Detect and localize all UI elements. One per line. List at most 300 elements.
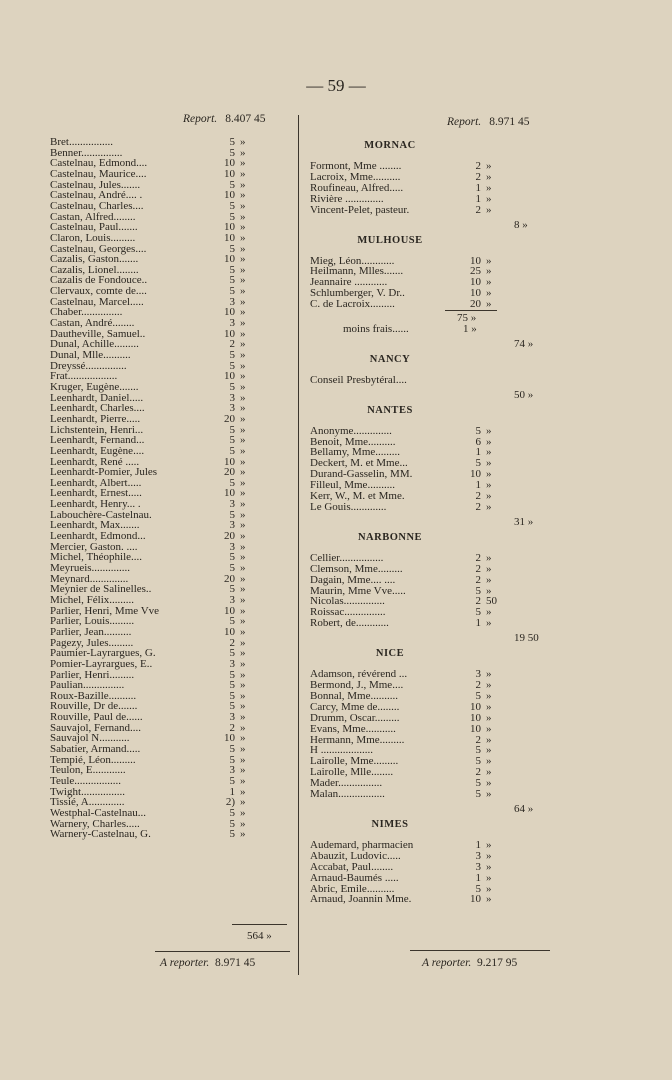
entry-cents: » xyxy=(240,370,246,382)
entry-name: Conseil Presbytéral.... xyxy=(310,374,407,386)
entry-name: Parlier, Jean.......... xyxy=(50,626,132,638)
entry-amount: 2 xyxy=(475,501,481,513)
entry-cents: » xyxy=(240,786,246,798)
entry-amount: 20 xyxy=(224,413,235,425)
entry-amount: 3 xyxy=(229,498,235,510)
entry-amount: 10 xyxy=(470,468,481,480)
entry-amount: 1 xyxy=(475,479,481,491)
list-item xyxy=(50,828,246,840)
entry-amount: 5 xyxy=(475,788,481,800)
section-heading: NIMES xyxy=(371,819,409,830)
entry-name: Leenhardt, Ernest..... xyxy=(50,487,142,499)
entry-cents: » xyxy=(240,274,246,286)
left-footer-label: A reporter. xyxy=(160,957,210,969)
entry-name: Leenhardt, Edmond... xyxy=(50,530,146,542)
entry-amount: 5 xyxy=(229,700,235,712)
entry-cents: » xyxy=(486,690,492,702)
entry-cents: » xyxy=(240,189,246,201)
entry-amount: 20 xyxy=(224,530,235,542)
entry-cents: » xyxy=(240,285,246,297)
entry-cents: » xyxy=(240,647,246,659)
entry-cents: » xyxy=(486,712,492,724)
entry-cents: » xyxy=(240,541,246,553)
entry-amount: 3 xyxy=(475,850,481,862)
entry-name: Robert, de............ xyxy=(310,617,389,629)
entry-name: Claron, Louis......... xyxy=(50,232,136,244)
entry-name: Leenhardt, Fernand... xyxy=(50,434,145,446)
entry-cents: » xyxy=(240,466,246,478)
list-item xyxy=(310,617,492,629)
entry-amount: 1 xyxy=(475,872,481,884)
entry-cents: » xyxy=(486,893,492,905)
entry-name: Schlumberger, V. Dr.. xyxy=(310,287,405,299)
entry-cents: » xyxy=(486,457,492,469)
entry-cents: » xyxy=(240,381,246,393)
entry-cents: » xyxy=(240,328,246,340)
entry-cents: » xyxy=(240,509,246,521)
entry-cents: » xyxy=(486,255,492,267)
entry-name: Vincent-Pelet, pasteur. xyxy=(310,204,410,216)
entry-name: Heilmann, Mlles....... xyxy=(310,265,404,277)
entry-cents: » xyxy=(240,658,246,670)
entry-cents: » xyxy=(486,552,492,564)
entry-amount: 5 xyxy=(229,360,235,372)
entry-name: Leenhardt, René ..... xyxy=(50,456,140,468)
entry-amount: 20 xyxy=(470,298,481,310)
left-footer-rule xyxy=(155,951,290,952)
entry-amount: 3 xyxy=(229,658,235,670)
entry-amount: 1 xyxy=(475,617,481,629)
list-item xyxy=(310,788,492,800)
entry-name: Warnery, Charles..... xyxy=(50,818,140,830)
entry-name: Michel, Félix......... xyxy=(50,594,135,606)
entry-name: Arnaud-Baumés ..... xyxy=(310,872,399,884)
entry-amount: 10 xyxy=(224,370,235,382)
entry-amount: 10 xyxy=(470,712,481,724)
section-total: 8 » xyxy=(514,219,528,231)
entry-name: Castelnau, Charles.... xyxy=(50,200,144,212)
entry-name: Castelnau, Paul....... xyxy=(50,221,138,233)
entry-amount: 3 xyxy=(229,519,235,531)
entry-cents: » xyxy=(486,766,492,778)
entry-cents: » xyxy=(240,306,246,318)
entry-amount: 10 xyxy=(224,168,235,180)
entry-name: Dunal, Mlle.......... xyxy=(50,349,131,361)
entry-name: Durand-Gasselin, MM. xyxy=(310,468,413,480)
entry-name: Tempié, Léon......... xyxy=(50,754,136,766)
list-item xyxy=(310,501,492,513)
entry-name: Kerr, W., M. et Mme. xyxy=(310,490,405,502)
entry-cents: » xyxy=(486,265,492,277)
entry-cents: » xyxy=(486,468,492,480)
entry-cents: » xyxy=(240,392,246,404)
entry-cents: » xyxy=(240,434,246,446)
list-item xyxy=(310,298,492,310)
entry-name: Pagezy, Jules......... xyxy=(50,637,134,649)
entry-amount: 5 xyxy=(475,777,481,789)
left-footer-value: 8.971 45 xyxy=(214,957,256,969)
entry-cents: » xyxy=(240,243,246,255)
entry-name: Clervaux, comte de.... xyxy=(50,285,147,297)
entry-cents: » xyxy=(486,171,492,183)
entry-amount: 5 xyxy=(229,828,235,840)
entry-cents: » xyxy=(486,850,492,862)
entry-name: Castelnau, André.... . xyxy=(50,189,143,201)
entry-amount: 10 xyxy=(224,306,235,318)
entry-name: Adamson, révérend ... xyxy=(310,668,408,680)
entry-name: Leenhardt, Eugène.... xyxy=(50,445,145,457)
entry-cents: » xyxy=(240,711,246,723)
entry-amount: 5 xyxy=(475,425,481,437)
left-report xyxy=(183,113,265,125)
entry-amount: 5 xyxy=(229,669,235,681)
entry-name: Kruger, Eugène....... xyxy=(50,381,139,393)
entry-name: Benner............... xyxy=(50,147,123,159)
entry-cents: » xyxy=(240,317,246,329)
entry-cents: » xyxy=(486,287,492,299)
entry-cents: » xyxy=(240,615,246,627)
entry-amount: 3 xyxy=(229,764,235,776)
entry-amount: 5 xyxy=(229,424,235,436)
entry-name: Bermond, J., Mme.... xyxy=(310,679,404,691)
entry-name: Nicolas............... xyxy=(310,595,385,607)
entry-cents: » xyxy=(240,679,246,691)
entry-cents: » xyxy=(240,338,246,350)
entry-cents: » xyxy=(486,425,492,437)
entry-cents: » xyxy=(486,788,492,800)
entry-amount: 5 xyxy=(229,583,235,595)
entry-cents: » xyxy=(240,211,246,223)
entry-name: Audemard, pharmacien xyxy=(310,839,414,851)
entry-name: Tissié, A............. xyxy=(50,796,125,808)
entry-name: Warnery-Castelnau, G. xyxy=(50,828,151,840)
entry-name: Castelnau, Edmond.... xyxy=(50,157,148,169)
entry-name: Dunal, Achille......... xyxy=(50,338,139,350)
entry-amount: 2 xyxy=(475,595,481,607)
entry-amount: 5 xyxy=(229,349,235,361)
entry-name: Bellamy, Mme......... xyxy=(310,446,401,458)
entry-amount: 2 xyxy=(475,160,481,172)
entry-cents: » xyxy=(240,232,246,244)
entry-name: Filleul, Mme.......... xyxy=(310,479,395,491)
entry-cents: » xyxy=(486,744,492,756)
entry-name: Abric, Emile.......... xyxy=(310,883,395,895)
entry-name: Dautheville, Samuel.. xyxy=(50,328,146,340)
entry-amount: 5 xyxy=(229,647,235,659)
entry-cents: » xyxy=(240,477,246,489)
entry-cents: » xyxy=(240,637,246,649)
entry-amount: 3 xyxy=(229,392,235,404)
entry-amount: 5 xyxy=(229,775,235,787)
left-footer xyxy=(160,957,255,969)
section-heading: NICE xyxy=(375,648,405,659)
entry-amount: 5 xyxy=(229,243,235,255)
entry-amount: 2) xyxy=(225,796,235,808)
entry-cents: » xyxy=(486,861,492,873)
entry-amount: 3 xyxy=(475,668,481,680)
entry-name: Frat.................. xyxy=(50,370,118,382)
entry-name: Westphal-Castelnau... xyxy=(50,807,146,819)
entry-amount: 5 xyxy=(229,509,235,521)
right-footer xyxy=(422,957,517,969)
entry-amount: 5 xyxy=(229,136,235,148)
entry-amount: 5 xyxy=(475,690,481,702)
entry-amount: 10 xyxy=(470,893,481,905)
left-subtotal: 564 » xyxy=(247,930,272,942)
section-heading: NARBONNE xyxy=(357,532,423,543)
entry-amount: 5 xyxy=(229,264,235,276)
entry-amount: 10 xyxy=(224,626,235,638)
entry-name: Roissac............... xyxy=(310,606,386,618)
entry-name: Bret................ xyxy=(50,136,113,148)
entry-amount: 1 xyxy=(475,193,481,205)
entry-name: Lairolle, Mlle........ xyxy=(310,766,394,778)
entry-amount: 2 xyxy=(475,490,481,502)
entry-cents: » xyxy=(240,573,246,585)
entry-cents: » xyxy=(240,253,246,265)
entry-amount: 2 xyxy=(229,637,235,649)
entry-cents: » xyxy=(240,147,246,159)
entry-name: Cellier................ xyxy=(310,552,384,564)
entry-cents: » xyxy=(240,700,246,712)
entry-cents: » xyxy=(240,519,246,531)
entry-amount: 10 xyxy=(470,287,481,299)
entry-name: Rivière .............. xyxy=(310,193,384,205)
entry-amount: 1 xyxy=(229,786,235,798)
entry-name: Castelnau, Georges.... xyxy=(50,243,147,255)
entry-amount: 3 xyxy=(229,402,235,414)
entry-name: Meynard.............. xyxy=(50,573,129,585)
entry-cents: » xyxy=(240,818,246,830)
entry-name: Chaber............... xyxy=(50,306,123,318)
entry-amount: 2 xyxy=(475,734,481,746)
entry-amount: 5 xyxy=(229,285,235,297)
entry-cents: » xyxy=(240,754,246,766)
left-report-label: Report. xyxy=(183,113,218,125)
entry-amount: 2 xyxy=(475,552,481,564)
entry-amount: 5 xyxy=(229,445,235,457)
list-item xyxy=(310,204,492,216)
entry-cents: » xyxy=(240,530,246,542)
entry-cents: » xyxy=(486,501,492,513)
entry-name: Arnaud, Joannin Mme. xyxy=(310,893,412,905)
entry-cents: » xyxy=(486,298,492,310)
entry-cents: » xyxy=(486,755,492,767)
right-footer-rule xyxy=(410,950,550,951)
entry-cents: » xyxy=(240,179,246,191)
right-report xyxy=(447,116,529,128)
entry-cents: » xyxy=(240,200,246,212)
entry-name: Abauzit, Ludovic..... xyxy=(310,850,401,862)
entry-amount: 5 xyxy=(229,381,235,393)
entry-cents: » xyxy=(486,276,492,288)
entry-name: Leenhardt, Charles.... xyxy=(50,402,145,414)
entry-amount: 2 xyxy=(475,679,481,691)
entry-name: Cazalis, Gaston....... xyxy=(50,253,139,265)
entry-amount: 10 xyxy=(224,232,235,244)
entry-cents: » xyxy=(240,583,246,595)
entry-amount: 2 xyxy=(229,338,235,350)
entry-cents: » xyxy=(240,498,246,510)
entry-amount: 5 xyxy=(229,477,235,489)
entry-cents: » xyxy=(486,585,492,597)
entry-cents: » xyxy=(240,445,246,457)
entry-name: Michel, Théophile.... xyxy=(50,551,143,563)
entry-amount: 10 xyxy=(224,157,235,169)
entry-name: Drumm, Oscar......... xyxy=(310,712,400,724)
entry-name: Parlier, Louis......... xyxy=(50,615,135,627)
entry-amount: 10 xyxy=(470,255,481,267)
entry-amount: 3 xyxy=(229,317,235,329)
entry-cents: » xyxy=(486,193,492,205)
list-item xyxy=(310,893,492,905)
entry-amount: 3 xyxy=(229,594,235,606)
entry-amount: 5 xyxy=(229,211,235,223)
entry-name: Dagain, Mme.... .... xyxy=(310,574,396,586)
entry-name: Deckert, M. et Mme... xyxy=(310,457,408,469)
entry-cents: » xyxy=(240,402,246,414)
entry-amount: 5 xyxy=(229,562,235,574)
entry-amount: 2 xyxy=(475,766,481,778)
entry-name: Formont, Mme ........ xyxy=(310,160,402,172)
entry-name: Leenhardt-Pomier, Jules xyxy=(50,466,158,478)
entry-name: Paulian............... xyxy=(50,679,125,691)
entry-amount: 10 xyxy=(224,221,235,233)
right-report-label: Report. xyxy=(447,116,482,128)
entry-name: Mieg, Léon............ xyxy=(310,255,395,267)
entry-cents: » xyxy=(240,722,246,734)
section-heading: MULHOUSE xyxy=(357,235,423,246)
entry-cents: » xyxy=(486,160,492,172)
section-heading: MORNAC xyxy=(364,140,416,151)
entry-cents: » xyxy=(486,872,492,884)
entry-cents: » xyxy=(486,734,492,746)
entry-name: Meyrueis.............. xyxy=(50,562,131,574)
entry-name: Castelnau, Jules....... xyxy=(50,179,141,191)
entry-amount: 2 xyxy=(229,722,235,734)
entry-amount: 5 xyxy=(229,743,235,755)
entry-cents: » xyxy=(240,221,246,233)
right-report-value: 8.971 45 xyxy=(489,116,530,128)
entry-amount: 3 xyxy=(229,296,235,308)
entry-amount: 5 xyxy=(229,551,235,563)
section-heading: NANTES xyxy=(367,405,413,416)
fees-amount: 1 » xyxy=(463,323,477,335)
entry-name: Castan, André........ xyxy=(50,317,135,329)
entry-amount: 2 xyxy=(475,563,481,575)
entry-amount: 2 xyxy=(475,171,481,183)
entry-cents: » xyxy=(240,424,246,436)
entry-cents: » xyxy=(240,669,246,681)
entry-amount: 1 xyxy=(475,446,481,458)
section-total: 50 » xyxy=(514,389,534,401)
entry-cents: » xyxy=(486,182,492,194)
section-total: 19 50 xyxy=(514,632,539,644)
entry-cents: » xyxy=(486,679,492,691)
entry-name: Sauvajol N........... xyxy=(50,732,130,744)
entry-amount: 5 xyxy=(229,434,235,446)
entry-name: Roux-Bazille.......... xyxy=(50,690,137,702)
entry-amount: 10 xyxy=(470,701,481,713)
entry-amount: 10 xyxy=(224,605,235,617)
entry-name: Teule................. xyxy=(50,775,122,787)
entry-cents: » xyxy=(240,136,246,148)
entry-cents: » xyxy=(486,204,492,216)
entry-amount: 1 xyxy=(475,182,481,194)
section-total: 74 » xyxy=(514,338,534,350)
entry-cents: » xyxy=(486,436,492,448)
entry-amount: 6 xyxy=(475,436,481,448)
entry-cents: » xyxy=(240,157,246,169)
entry-amount: 10 xyxy=(224,732,235,744)
section-sum: 75 » xyxy=(457,312,477,324)
entry-cents: » xyxy=(240,296,246,308)
entry-cents: » xyxy=(486,723,492,735)
entry-amount: 5 xyxy=(229,615,235,627)
page-number: — 59 — xyxy=(306,76,366,95)
entry-amount: 1 xyxy=(475,839,481,851)
section-sum-rule xyxy=(445,310,497,311)
entry-cents: » xyxy=(486,490,492,502)
entry-name: Twight................ xyxy=(50,786,126,798)
entry-cents: » xyxy=(486,777,492,789)
entry-amount: 5 xyxy=(229,818,235,830)
entry-name: Evans, Mme........... xyxy=(310,723,396,735)
entry-cents: » xyxy=(240,487,246,499)
entry-cents: » xyxy=(240,594,246,606)
entry-amount: 5 xyxy=(229,147,235,159)
entry-cents: » xyxy=(240,775,246,787)
entry-amount: 5 xyxy=(229,807,235,819)
entry-cents: » xyxy=(240,764,246,776)
section-total: 64 » xyxy=(514,803,534,815)
entry-amount: 5 xyxy=(229,179,235,191)
fees-label: moins frais...... xyxy=(343,323,409,335)
entry-cents: » xyxy=(486,606,492,618)
entry-name: Lichstentein, Henri... xyxy=(50,424,144,436)
entry-cents: » xyxy=(486,446,492,458)
entry-name: Lacroix, Mme.......... xyxy=(310,171,401,183)
entry-amount: 25 xyxy=(470,265,481,277)
entry-cents: » xyxy=(240,828,246,840)
entry-cents: » xyxy=(240,168,246,180)
entry-name: Rouville, Paul de...... xyxy=(50,711,143,723)
entry-amount: 3 xyxy=(229,541,235,553)
entry-cents: » xyxy=(240,626,246,638)
entry-cents: » xyxy=(486,701,492,713)
entry-name: Leenhardt, Max....... xyxy=(50,519,140,531)
entry-cents: » xyxy=(240,349,246,361)
entry-cents: » xyxy=(240,456,246,468)
entry-amount: 5 xyxy=(475,744,481,756)
column-divider xyxy=(298,115,299,975)
entry-name: Parlier, Henri, Mme Vve xyxy=(50,605,160,617)
entry-name: Castelnau, Marcel..... xyxy=(50,296,144,308)
entry-name: Le Gouis............. xyxy=(310,501,387,513)
entry-cents: » xyxy=(240,264,246,276)
entry-name: Rouville, Dr de....... xyxy=(50,700,138,712)
entry-name: Meynier de Salinelles.. xyxy=(50,583,152,595)
entry-amount: 20 xyxy=(224,466,235,478)
entry-name: Leenhardt, Daniel..... xyxy=(50,392,144,404)
entry-amount: 10 xyxy=(224,487,235,499)
entry-cents: » xyxy=(240,807,246,819)
entry-name: Malan................. xyxy=(310,788,385,800)
entry-cents: » xyxy=(240,796,246,808)
entry-amount: 5 xyxy=(475,585,481,597)
entry-amount: 5 xyxy=(229,200,235,212)
entry-cents: » xyxy=(486,839,492,851)
